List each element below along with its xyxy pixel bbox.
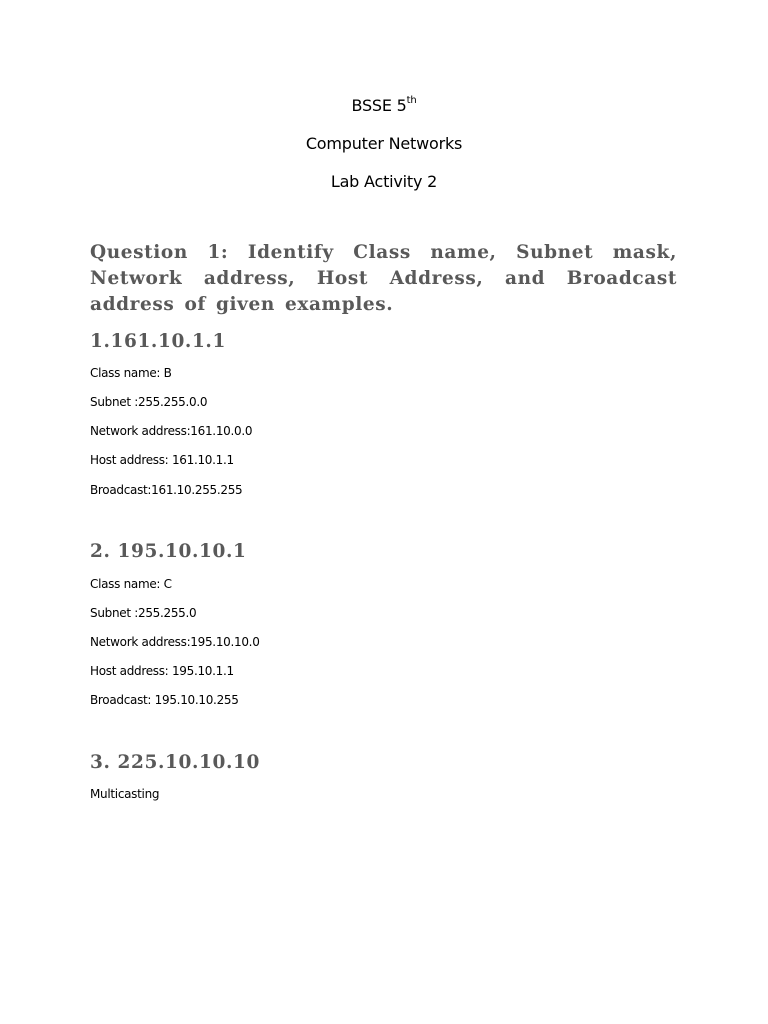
example-1-heading: 1.161.10.1.1 [90, 331, 226, 352]
example-1-host-address: Host address: 161.10.1.1 [90, 453, 234, 467]
example-2-network-address: Network address:195.10.10.0 [90, 635, 260, 649]
example-2-host-address: Host address: 195.10.1.1 [90, 664, 234, 678]
example-2-broadcast: Broadcast: 195.10.10.255 [90, 693, 239, 707]
course-title-main: BSSE 5 [351, 96, 407, 115]
course-title-superscript: th [406, 94, 417, 106]
example-1-network-address: Network address:161.10.0.0 [90, 424, 253, 438]
question-text: Question 1: Identify Class name, Subnet mask, Network address, Host Address, and Broadcast address of given examples. [90, 242, 677, 315]
example-1-broadcast: Broadcast:161.10.255.255 [90, 483, 243, 497]
course-title [0, 96, 768, 115]
example-1-class-name: Class name: B [90, 366, 172, 380]
example-3-note: Multicasting [90, 787, 160, 801]
example-1-subnet: Subnet :255.255.0.0 [90, 395, 208, 409]
example-2-class-name: Class name: C [90, 577, 172, 591]
example-3-heading: 3. 225.10.10.10 [90, 752, 260, 773]
example-2-heading: 2. 195.10.10.1 [90, 541, 247, 562]
example-2-subnet: Subnet :255.255.0 [90, 606, 197, 620]
activity-title: Lab Activity 2 [330, 172, 438, 191]
subject-title: Computer Networks [305, 134, 463, 153]
